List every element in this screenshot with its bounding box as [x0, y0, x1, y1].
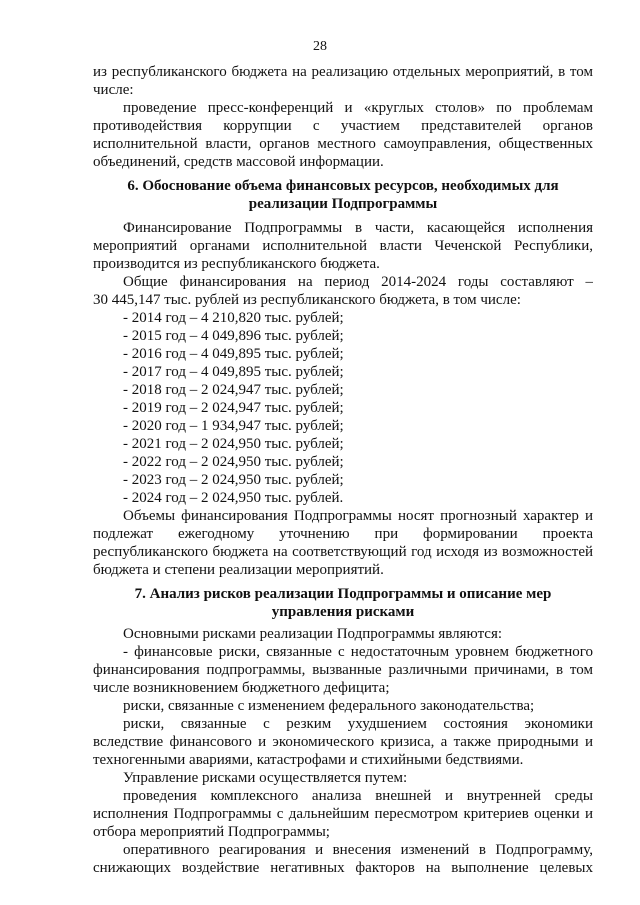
- response-measure-paragraph: [93, 841, 593, 877]
- text-line: числе:: [93, 82, 134, 98]
- page-content: [93, 63, 593, 877]
- text-line: - финансовые риски, связанные с недостаточным уровнем бюджетного: [123, 644, 593, 660]
- list-item: - 2022 год – 2 024,950 тыс. рублей;: [123, 454, 344, 470]
- analysis-measure-paragraph: [93, 787, 593, 841]
- section-6-heading: [93, 177, 593, 213]
- text-line: 30 445,147 тыс. рублей из республиканского бюджета, в том числе:: [93, 292, 521, 308]
- intro-paragraph: [93, 63, 593, 99]
- text-line: из республиканского бюджета на реализацию отдельных мероприятий, в том: [93, 64, 593, 80]
- total-financing-paragraph: [93, 273, 593, 309]
- list-item: - 2018 год – 2 024,947 тыс. рублей;: [123, 382, 344, 398]
- text-line: проведение пресс-конференций и «круглых столов» по проблемам: [123, 100, 593, 116]
- text-line: республиканского бюджета на соответствующий год исходя из возможностей: [93, 544, 593, 560]
- list-item: - 2020 год – 1 934,947 тыс. рублей;: [123, 418, 344, 434]
- risk-management-intro: Управление рисками осуществляется путем:: [123, 770, 408, 786]
- list-item: - 2017 год – 4 049,895 тыс. рублей;: [123, 364, 344, 380]
- text-line: риски, связанные с резким ухудшением состояния экономики: [123, 716, 593, 732]
- list-item: - 2023 год – 2 024,950 тыс. рублей;: [123, 472, 344, 488]
- financing-paragraph: [93, 219, 593, 273]
- text-line: производится из республиканского бюджета.: [93, 256, 380, 272]
- page-number: 28: [313, 39, 327, 54]
- text-line: Общие финансирования на период 2014-2024 годы составляют –: [123, 274, 593, 290]
- text-line: противодействия коррупции с участием представителей органов: [93, 118, 593, 134]
- text-line: оперативного реагирования и внесения изменений в Подпрограмму,: [123, 842, 593, 858]
- text-line: бюджета и степени реализации мероприятий.: [93, 562, 384, 578]
- list-item: - 2014 год – 4 210,820 тыс. рублей;: [123, 310, 344, 326]
- text-line: мероприятий органами исполнительной власти Чеченской Республики,: [93, 238, 593, 254]
- text-line: Объемы финансирования Подпрограммы носят прогнозный характер и: [123, 508, 593, 524]
- risks-intro: Основными рисками реализации Подпрограммы являются:: [123, 626, 503, 642]
- financial-risks-paragraph: [93, 643, 593, 697]
- text-line: исполнения Подпрограммы с дальнейшим пересмотром критериев оценки и: [93, 806, 593, 822]
- list-item: - 2021 год – 2 024,950 тыс. рублей;: [123, 436, 344, 452]
- text-line: техногенными авариями, катастрофами и стихийными бедствиями.: [93, 752, 524, 768]
- list-item: - 2024 год – 2 024,950 тыс. рублей.: [123, 490, 344, 506]
- text-line: подлежат ежегодному уточнению при формировании проекта: [93, 526, 593, 542]
- section-7-heading: [93, 585, 593, 621]
- list-item: - 2015 год – 4 049,896 тыс. рублей;: [123, 328, 344, 344]
- legislation-risks: риски, связанные с изменением федерального законодательства;: [123, 698, 535, 714]
- yearly-financing-list: [93, 309, 593, 507]
- text-line: отбора мероприятий Подпрограммы;: [93, 824, 330, 840]
- heading-line: 7. Анализ рисков реализации Подпрограммы и описание мер: [134, 586, 552, 602]
- heading-line: управления рисками: [271, 604, 415, 620]
- economic-risks-paragraph: [93, 715, 593, 769]
- text-line: финансирования подпрограммы, вызванные различными причинами, в том: [93, 662, 593, 678]
- text-line: исполнительной власти, органов местного самоуправления, общественных: [93, 136, 593, 152]
- list-item: - 2016 год – 4 049,895 тыс. рублей;: [123, 346, 344, 362]
- text-line: числе возникновением бюджетного дефицита;: [93, 680, 390, 696]
- heading-line: реализации Подпрограммы: [248, 196, 438, 212]
- text-line: вследствие финансового и экономического кризиса, а также природными и: [93, 734, 593, 750]
- heading-line: 6. Обоснование объема финансовых ресурсов, необходимых для: [127, 178, 559, 194]
- list-item: - 2019 год – 2 024,947 тыс. рублей;: [123, 400, 344, 416]
- text-line: проведения комплексного анализа внешней и внутренней среды: [123, 788, 593, 804]
- press-conference-paragraph: [93, 99, 593, 171]
- text-line: Финансирование Подпрограммы в части, касающейся исполнения: [123, 220, 593, 236]
- forecast-paragraph: [93, 507, 593, 579]
- text-line: объединений, средств массовой информации.: [93, 154, 384, 170]
- text-line: снижающих воздействие негативных факторов на выполнение целевых: [93, 860, 593, 876]
